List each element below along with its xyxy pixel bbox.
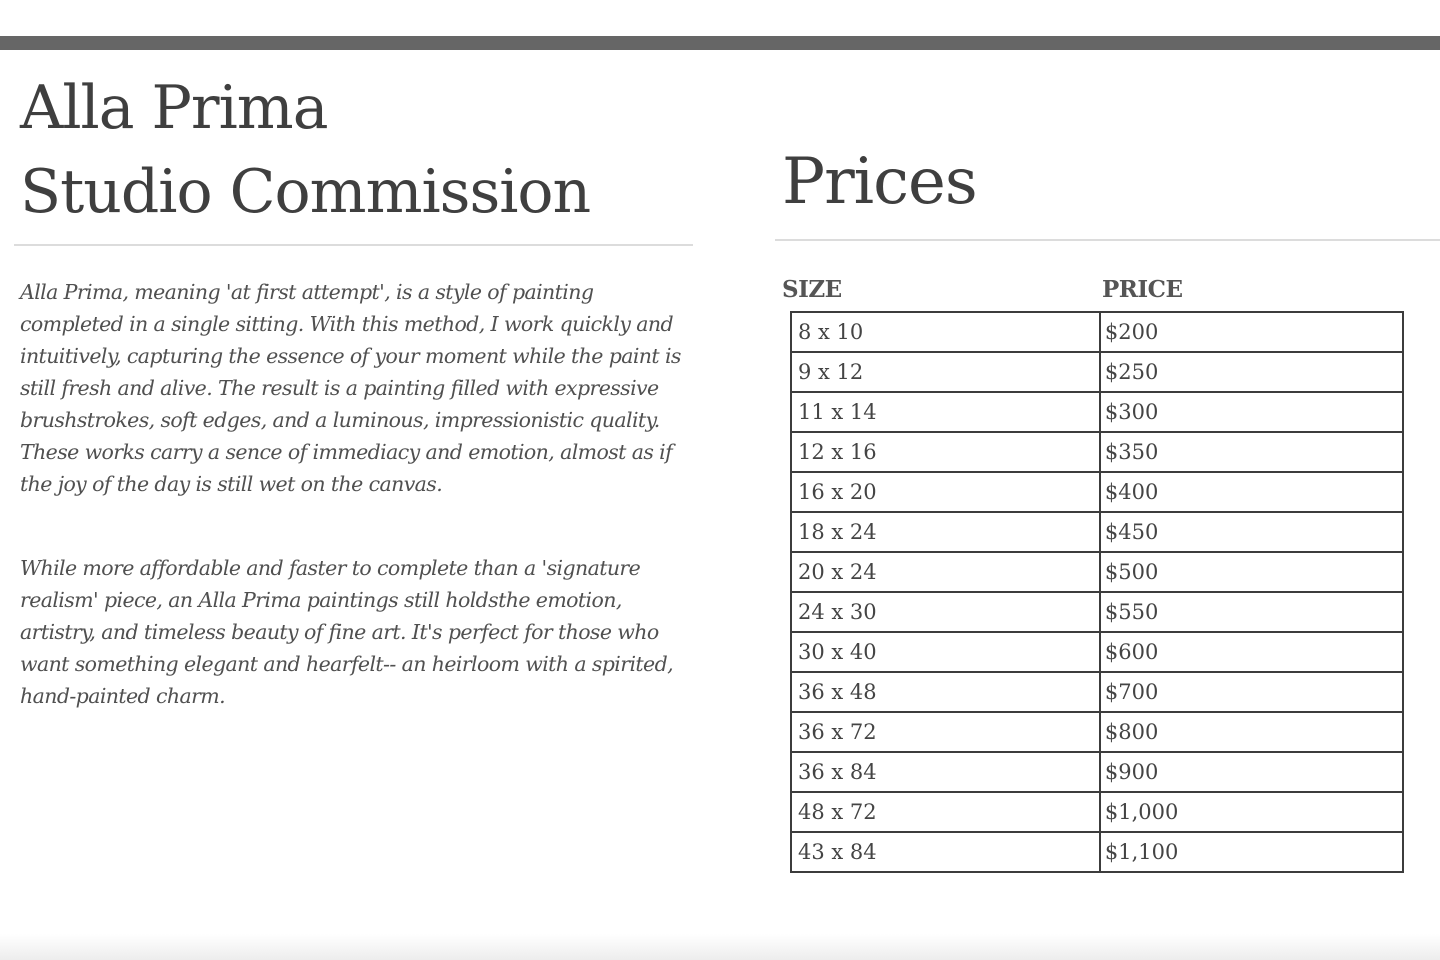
size-cell: 43 x 84 [791, 832, 1100, 872]
price-row [791, 472, 1403, 512]
description [14, 276, 688, 712]
size-cell: 16 x 20 [791, 472, 1100, 512]
price-cell: $550 [1100, 592, 1403, 632]
price-row [791, 592, 1403, 632]
price-cell: $200 [1100, 312, 1403, 352]
prices-title: Prices [782, 145, 977, 219]
price-cell: $800 [1100, 712, 1403, 752]
description-paragraph-2: While more affordable and faster to complete than a 'signature realism' piece, an Alla Prima paintings still holdsthe emotion, artistry, and timeless beauty of fine art. It's perfect for those who want something elegant and hearfelt-- an heirloom with a spirited, hand-painted charm. [20, 556, 674, 708]
price-row [791, 792, 1403, 832]
size-cell: 48 x 72 [791, 792, 1100, 832]
price-row [791, 432, 1403, 472]
bottom-fade [0, 934, 1440, 960]
price-cell: $900 [1100, 752, 1403, 792]
page-title [14, 64, 693, 236]
price-cell: $500 [1100, 552, 1403, 592]
price-cell: $250 [1100, 352, 1403, 392]
size-cell: 36 x 48 [791, 672, 1100, 712]
title-divider [14, 244, 693, 246]
size-cell: 8 x 10 [791, 312, 1100, 352]
price-row [791, 352, 1403, 392]
size-cell: 18 x 24 [791, 512, 1100, 552]
prices-divider [775, 239, 1440, 241]
price-row [791, 392, 1403, 432]
price-row [791, 552, 1403, 592]
price-row [791, 632, 1403, 672]
price-cell: $600 [1100, 632, 1403, 672]
commission-info-section [14, 50, 693, 712]
size-cell: 12 x 16 [791, 432, 1100, 472]
price-row [791, 672, 1403, 712]
price-cell: $350 [1100, 432, 1403, 472]
description-paragraph-1: Alla Prima, meaning 'at first attempt', is a style of painting completed in a single sitting. With this method, I work quickly and intuitively, capturing the essence of your moment while the paint is still fresh and alive. The result is a painting filled with expressive brushstrokes, soft edges, and a luminous, impressionistic quality. These works carry a sence of immediacy and emotion, almost as if the joy of the day is still wet on the canvas. [20, 280, 681, 496]
title-line-2: Studio Commission [20, 157, 591, 227]
price-row [791, 832, 1403, 872]
price-row [791, 312, 1403, 352]
size-cell: 36 x 84 [791, 752, 1100, 792]
size-cell: 30 x 40 [791, 632, 1100, 672]
title-line-1: Alla Prima [20, 73, 328, 143]
price-column-header: PRICE [1102, 276, 1183, 303]
size-cell: 11 x 14 [791, 392, 1100, 432]
price-cell: $700 [1100, 672, 1403, 712]
price-row [791, 512, 1403, 552]
size-column-header: SIZE [782, 276, 842, 303]
price-cell: $450 [1100, 512, 1403, 552]
price-cell: $1,100 [1100, 832, 1403, 872]
price-row [791, 712, 1403, 752]
size-cell: 20 x 24 [791, 552, 1100, 592]
price-cell: $300 [1100, 392, 1403, 432]
top-bar [0, 36, 1440, 50]
size-cell: 36 x 72 [791, 712, 1100, 752]
size-cell: 24 x 30 [791, 592, 1100, 632]
price-cell: $1,000 [1100, 792, 1403, 832]
size-cell: 9 x 12 [791, 352, 1100, 392]
price-cell: $400 [1100, 472, 1403, 512]
price-row [791, 752, 1403, 792]
price-table [790, 311, 1404, 873]
